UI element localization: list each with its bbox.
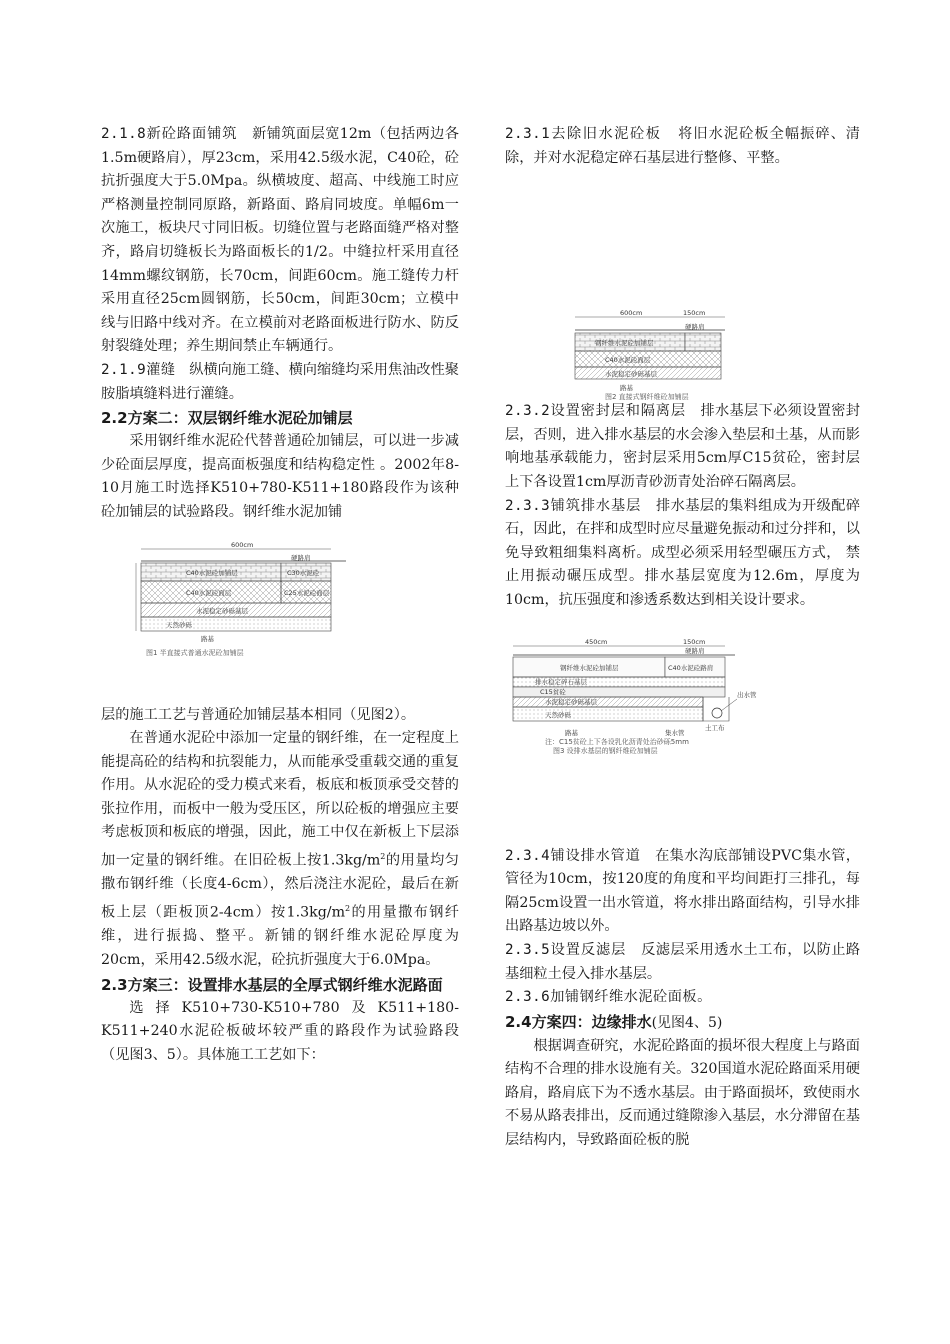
fig2-subgrade: 路基: [620, 384, 633, 393]
section-heading-2-4: [505, 1010, 860, 1035]
para-heading: 2.3.5设置反滤层: [505, 941, 627, 958]
para-text: 反滤层采用透水土工布，以防止路基细粒土侵入排水基层。: [505, 941, 861, 982]
fig1-dim: 600cm: [231, 540, 254, 549]
para-2-3-1: [505, 123, 860, 170]
fig3-geotextile: 土工布: [705, 723, 725, 732]
heading-tail: (见图4、5): [651, 1014, 723, 1031]
para-2-3-5: [505, 939, 860, 986]
fig3-note: 注：C15贫砼上下各设乳化沥青处治砂砾5mm: [545, 737, 689, 746]
para-text-b: 的用量均匀撒布钢纤维（长度4-6cm），然后浇注水泥砼，最后在新板上层（距板顶2-4cm）按1.3kg/m: [101, 852, 459, 921]
para-heading: 2.3.4铺设排水管道: [505, 847, 641, 864]
superscript: 2: [380, 852, 386, 862]
fig3-caption: 图3 设排水基层的钢纤维砼加铺层: [553, 746, 658, 755]
figure-1-diagram: [101, 539, 459, 704]
para-2-1-9: [101, 359, 459, 406]
para-plan-three: 选择K510+730-K510+780及K511+180-K511+240水泥砼板破坏较严重的路段作为试验路段（见图3、5）。具体施工工艺如下：: [101, 999, 459, 1063]
fig1-layer3: 水泥稳定砂砾基层: [196, 606, 248, 615]
figure-1: [101, 539, 459, 704]
para-steel-fiber: [101, 727, 459, 972]
fig2-dim-b: 150cm: [683, 309, 706, 318]
section-heading-2-2: 2.2方案二：双层钢纤维水泥砼加铺层: [101, 409, 353, 428]
fig1-layer4: 天然砂砾: [166, 620, 192, 629]
fig3-layer3: C15贫砼: [540, 687, 566, 696]
fig3-subgrade: 路基: [565, 728, 578, 737]
figure-2: [505, 170, 860, 400]
heading-text: 2.4方案四：边缘排水: [505, 1012, 652, 1031]
section-heading-2-3: 2.3方案三：设置排水基层的全厚式钢纤维水泥路面: [101, 975, 443, 994]
fig3-shoulder: 硬路肩: [685, 646, 705, 655]
para-2-3-2: [505, 400, 860, 494]
fig1-layer1a: C40水泥砼加铺层: [186, 568, 238, 577]
para-text-c: 的用量撒布钢纤维，进行振捣、整平。新铺的钢纤维水泥砼厚度为20cm，采用42.5级水泥，砼抗折强度大于6.0Mpa。: [101, 904, 459, 968]
fig3-layer1b: C40水泥砼路肩: [668, 663, 714, 672]
fig1-layer2b: C25水泥砼面层: [284, 588, 330, 597]
fig2-shoulder: 硬路肩: [685, 323, 705, 332]
fig1-caption: 图1 半直接式普通水泥砼加铺层: [146, 648, 244, 657]
para-text: 纵横向施工缝、横向缩缝均采用焦油改性聚胺脂填缝料进行灌缝。: [101, 361, 459, 402]
fig3-layer2: 排水稳定碎石基层: [535, 677, 587, 686]
fig2-caption: 图2 直接式钢纤维砼加铺层: [605, 393, 689, 401]
pipe-icon: [712, 708, 722, 718]
para-text: 在集水沟底部铺设PVC集水管，管径为10cm，按120度的角度和平均间距打三排孔，每隔25cm设置一出水管道，将水排出路面结构，引导水排出路基边坡以外。: [505, 847, 860, 935]
fig3-layer5: 天然砂砾: [545, 710, 571, 719]
para-text: 将旧水泥砼板全幅振碎、清除，并对水泥稳定碎石基层进行整修、平整。: [505, 126, 860, 166]
para-heading: 2.3.3铺筑排水基层: [505, 497, 642, 514]
para-heading: 2.1.8新砼路面铺筑: [101, 126, 238, 142]
figure-2-diagram: [505, 170, 860, 400]
fig2-layer1: 钢纤维水泥砼加铺层: [595, 339, 654, 348]
left-column: [101, 123, 459, 1067]
fig3-dim-a: 450cm: [585, 637, 608, 646]
fig3-layer4: 水泥稳定砂砾基层: [545, 697, 597, 706]
fig3-layer1a: 钢纤维水泥砼加铺层: [560, 663, 619, 672]
fig1-shoulder: 硬路肩: [291, 553, 311, 562]
para-2-3-3: [505, 495, 860, 613]
fig1-subgrade: 路基: [201, 634, 214, 643]
figure-3: [505, 613, 860, 845]
fig3-dim-b: 150cm: [683, 637, 706, 646]
fig1-layer1b: C30水泥砼: [287, 568, 320, 577]
para-heading: 2.3.1去除旧水泥砼板: [505, 126, 662, 142]
fig3-ditch: 集水管: [665, 728, 685, 737]
para-heading: 2.3.2设置密封层和隔离层: [505, 403, 686, 420]
fig1-layer2a: C40水泥砼面层: [186, 588, 232, 597]
para-plan-two: 采用钢纤维水泥砼代替普通砼加铺层，可以进一步减少砼面层厚度，提高面板强度和结构稳定性 。2002年8-10月施工时选择K510+780-K511+180路段作为该种砼加铺层的试验路段。钢纤维水泥加铺: [101, 433, 459, 520]
para-2-3-6: 2.3.6加铺钢纤维水泥砼面板。: [505, 989, 712, 1006]
para-text: 排水基层的集料组成为开级配碎石，因此，在拌和成型时应尽量避免振动和过分拌和，以免导致粗细集料离析。成型必须采用轻型碾压方式， 禁止用振动碾压成型。排水基层宽度为12.6m，厚度为10cm，抗压强度和渗透系数达到相关设计要求。: [505, 497, 861, 608]
fig2-layer2: C40水泥砼面层: [605, 356, 651, 365]
para-text: 排水基层下必须设置密封层，否则，进入排水基层的水会渗入垫层和土基，从而影响地基承载能力，密封层采用5cm厚C15贫砼，密封层上下各设置1cm厚沥青砂沥青处治碎石隔离层。: [505, 403, 860, 490]
fig2-layer3: 水泥稳定砂砾基层: [605, 370, 657, 379]
para-2-1-8: [101, 123, 459, 359]
para-2-3-4: [505, 845, 860, 939]
para-see-fig2: 层的施工工艺与普通砼加铺层基本相同（见图2）。: [101, 706, 416, 723]
right-column: [505, 123, 860, 1153]
para-heading: 2.1.9灌缝: [101, 361, 176, 378]
para-text-a: 在普通水泥砼中添加一定量的钢纤维，在一定程度上能提高砼的结构和抗裂能力，从而能承受重载交通的重复作用。从水泥砼的受力模式来看，板底和板顶承受交替的张拉作用，而板中一般为受压区，所以砼板的增强应主要考虑板顶和板底的增强，因此，施工中仅在新板上下层添加一定量的钢纤维。在旧砼板上按1.3kg/m: [101, 730, 459, 869]
figure-3-diagram: [505, 613, 860, 845]
para-plan-four: 根据调查研究，水泥砼路面的损坏很大程度上与路面结构不合理的排水设施有关。320国道水泥砼路面采用硬路肩，路肩底下为不透水基层。由于路面损坏，致使雨水不易从路表排出，反而通过缝隙渗入基层，水分滞留在基层结构内，导致路面砼板的脱: [505, 1037, 860, 1149]
fig2-dim-a: 600cm: [620, 309, 643, 318]
superscript: 2: [345, 903, 351, 913]
para-text: 新铺筑面层宽12m（包括两边各1.5m硬路肩），厚23cm，采用42.5级水泥，C40砼，砼抗折强度大于5.0Mpa。纵横坡度、超高、中线施工时应严格测量控制同原路，新路面、路肩同坡度。单幅6m一次施工，板块尺寸同旧板。切缝位置与老路面缝严格对整齐，路肩切缝板长为路面板长的1/2。中缝拉杆采用直径14mm螺纹钢筋，长70cm，间距60cm。施工缝传力杆采用直径25cm圆钢筋，长50cm，间距30cm；立模中线与旧路中线对齐。在立模前对老路面板进行防水、防反射裂缝处理；养生期间禁止车辆通行。: [101, 126, 459, 355]
fig3-outlet: 出水管: [737, 690, 757, 699]
